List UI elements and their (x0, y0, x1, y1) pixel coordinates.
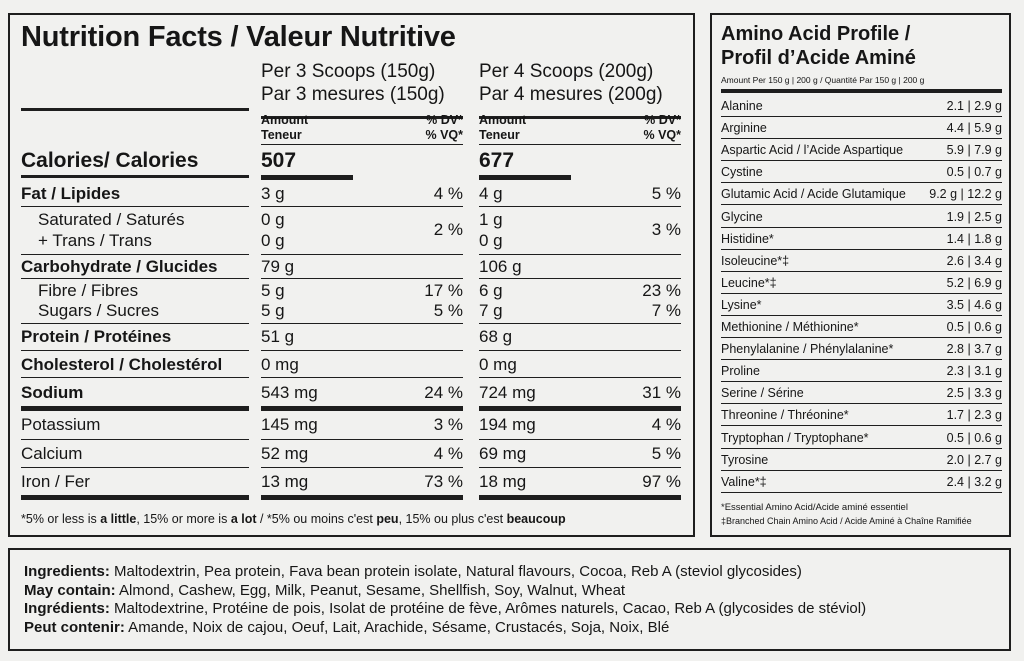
fibre-label: Fibre / Fibres (38, 281, 139, 300)
divider (21, 278, 249, 279)
amino-name: Tyrosine (721, 452, 769, 467)
divider (261, 439, 463, 440)
dv-label-en: % DV* (426, 113, 463, 127)
divider (261, 350, 463, 351)
fat-dv-2: 5 % (651, 184, 681, 203)
trans-label: + Trans / Trans (38, 231, 152, 250)
amino-value: 2.4 | 3.2 g (946, 474, 1002, 489)
divider (479, 206, 681, 207)
amino-name: Valine*‡ (721, 474, 767, 489)
trans-value-1: 0 g (261, 231, 285, 250)
amino-name: Glycine (721, 209, 763, 224)
col2-header-fr: Par 4 mesures (200g) (479, 84, 663, 105)
amount-label-fr: Teneur (479, 128, 520, 142)
divider (261, 206, 463, 207)
amino-name: Methionine / Méthionine* (721, 320, 859, 334)
divider (479, 254, 681, 255)
potassium-value-2: 194 mg (479, 415, 536, 434)
col2-header-en: Per 4 Scoops (200g) (479, 61, 654, 82)
amino-row (721, 449, 1002, 471)
amino-name: Phenylalanine / Phénylalanine* (721, 342, 894, 357)
amino-value: 5.9 | 7.9 g (946, 143, 1002, 158)
amino-value: 3.5 | 4.6 g (946, 297, 1002, 312)
amino-name: Glutamic Acid / Acide Glutamique (721, 187, 906, 202)
sodium-label: Sodium (21, 383, 84, 402)
thick-rule (261, 495, 463, 500)
amino-title-en: Amino Acid Profile / (721, 23, 911, 45)
calcium-value-1: 52 mg (261, 444, 309, 463)
saturated-label: Saturated / Saturés (38, 210, 185, 229)
calcium-label: Calcium (21, 444, 83, 463)
amino-row (721, 183, 1002, 205)
cholesterol-value-1: 0 mg (261, 355, 299, 374)
col1-header-en: Per 3 Scoops (150g) (261, 61, 436, 82)
bcaa-note: ‡Branched Chain Amino Acid / Acide Aminé à Chaîne Ramifiée (721, 516, 972, 526)
calcium-dv-1: 4 % (433, 444, 463, 463)
dv-label-en: % DV* (644, 113, 681, 127)
ingredients-en: Ingredients: Maltodextrin, Pea protein, Fava bean protein isolate, Natural flavours, Cocoa, Reb A (steviol glycosides) (24, 563, 802, 580)
amino-value: 9.2 g | 12.2 g (929, 187, 1002, 202)
divider (261, 467, 463, 468)
divider (479, 439, 681, 440)
divider (479, 377, 681, 378)
amino-name: Isoleucine*‡ (721, 253, 790, 268)
potassium-label: Potassium (21, 415, 101, 434)
nutrition-title: Nutrition Facts / Valeur Nutritive (21, 21, 456, 53)
amino-acid-panel (710, 13, 1011, 537)
cholesterol-value-2: 0 mg (479, 355, 517, 374)
sugars-value-2: 7 g (479, 301, 503, 320)
fat-value-1: 3 g (261, 184, 285, 203)
amino-row (721, 338, 1002, 360)
potassium-value-1: 145 mg (261, 415, 318, 434)
amino-row (721, 294, 1002, 316)
amino-name: Threonine / Thréonine* (721, 408, 849, 423)
fibre-value-2: 6 g (479, 281, 503, 300)
divider (261, 254, 463, 255)
amino-row (721, 360, 1002, 382)
sat-trans-dv-2: 3 % (651, 220, 681, 239)
cholesterol-label: Cholesterol / Cholestérol (21, 355, 223, 374)
col1-header-fr: Par 3 mesures (150g) (261, 84, 445, 105)
protein-value-2: 68 g (479, 327, 513, 346)
fibre-value-1: 5 g (261, 281, 285, 300)
dv-label-fr: % VQ* (643, 128, 681, 142)
divider (21, 377, 249, 378)
divider (261, 377, 463, 378)
divider (21, 323, 249, 324)
divider (479, 144, 681, 145)
potassium-dv-1: 3 % (433, 415, 463, 434)
divider (21, 439, 249, 440)
amino-value: 0.5 | 0.7 g (946, 165, 1002, 180)
sugars-value-1: 5 g (261, 301, 285, 320)
dv-label-fr: % VQ* (425, 128, 463, 142)
saturated-value-2: 1 g (479, 210, 503, 229)
amino-name: Proline (721, 364, 760, 379)
amino-value: 5.2 | 6.9 g (946, 275, 1002, 290)
divider (261, 323, 463, 324)
amino-row (721, 95, 1002, 117)
amount-label-en: Amount (261, 113, 309, 127)
iron-dv-2: 97 % (642, 472, 681, 491)
amino-value: 2.8 | 3.7 g (946, 342, 1002, 357)
amount-label-fr: Teneur (261, 128, 302, 142)
may-contain-en: May contain: Almond, Cashew, Egg, Milk, Peanut, Sesame, Shellfish, Soy, Walnut, Wheat (24, 582, 626, 599)
amino-title-fr: Profil d’Acide Aminé (721, 47, 916, 69)
sugars-label: Sugars / Sucres (38, 301, 159, 320)
dv-footnote: *5% or less is a little, 15% or more is a lot / *5% ou moins c'est peu, 15% ou plus c'est beaucoup (21, 512, 566, 526)
fibre-dv-2: 23 % (642, 281, 681, 300)
amino-value: 2.3 | 3.1 g (946, 364, 1002, 379)
may-contain-fr: Peut contenir: Amande, Noix de cajou, Oeuf, Lait, Arachide, Sésame, Crustacés, Soja, Noix, Blé (24, 619, 670, 636)
amino-value: 0.5 | 0.6 g (946, 320, 1002, 334)
calories-value-2: 677 (479, 149, 515, 172)
calories-value-1: 507 (261, 149, 297, 172)
divider (261, 278, 463, 279)
divider (261, 144, 463, 145)
carbs-value-1: 79 g (261, 257, 295, 276)
carbs-value-2: 106 g (479, 257, 522, 276)
amino-value: 1.4 | 1.8 g (946, 231, 1002, 246)
calories-label: Calories/ Calories (21, 149, 199, 172)
sodium-dv-2: 31 % (642, 383, 681, 402)
thick-rule (261, 175, 353, 180)
amino-row (721, 427, 1002, 449)
amino-name: Serine / Sérine (721, 386, 804, 401)
protein-label: Protein / Protéines (21, 327, 172, 346)
thick-rule (21, 108, 249, 111)
amino-name: Arginine (721, 121, 767, 136)
protein-value-1: 51 g (261, 327, 295, 346)
amino-value: 2.5 | 3.3 g (946, 386, 1002, 401)
amino-name: Histidine* (721, 231, 774, 246)
essential-note: *Essential Amino Acid/Acide aminé essentiel (721, 502, 908, 513)
carbs-label: Carbohydrate / Glucides (21, 257, 218, 276)
calcium-dv-2: 5 % (651, 444, 681, 463)
amino-row (721, 272, 1002, 294)
divider (21, 254, 249, 255)
amino-row (721, 117, 1002, 139)
iron-label: Iron / Fer (21, 472, 90, 491)
thick-rule (21, 406, 249, 411)
amino-value: 1.9 | 2.5 g (946, 209, 1002, 224)
divider (21, 350, 249, 351)
amount-label-en: Amount (479, 113, 527, 127)
amino-value: 2.1 | 2.9 g (946, 99, 1002, 113)
divider (479, 278, 681, 279)
saturated-value-1: 0 g (261, 210, 285, 229)
amino-name: Cystine (721, 165, 763, 180)
amino-row (721, 228, 1002, 250)
sugars-dv-2: 7 % (651, 301, 681, 320)
fat-dv-1: 4 % (433, 184, 463, 203)
thick-rule (261, 406, 463, 411)
thick-rule (21, 495, 249, 500)
amino-row (721, 250, 1002, 272)
thick-rule (21, 175, 249, 178)
divider (479, 467, 681, 468)
thick-rule (721, 89, 1002, 93)
calcium-value-2: 69 mg (479, 444, 527, 463)
sugars-dv-1: 5 % (433, 301, 463, 320)
amino-value: 2.6 | 3.4 g (946, 253, 1002, 268)
amino-row (721, 471, 1002, 493)
trans-value-2: 0 g (479, 231, 503, 250)
fat-value-2: 4 g (479, 184, 503, 203)
potassium-dv-2: 4 % (651, 415, 681, 434)
amino-name: Tryptophan / Tryptophane* (721, 430, 869, 445)
amino-value: 1.7 | 2.3 g (946, 408, 1002, 423)
amino-row (721, 206, 1002, 228)
ingredients-fr: Ingrédients: Maltodextrine, Protéine de pois, Isolat de protéine de fève, Arômes naturels, Cacao, Reb A (glycosides de stéviol) (24, 600, 867, 617)
amino-name: Alanine (721, 99, 763, 113)
sat-trans-dv-1: 2 % (433, 220, 463, 239)
divider (21, 206, 249, 207)
thick-rule (479, 406, 681, 411)
amino-subtitle: Amount Per 150 g | 200 g / Quantité Par 150 g | 200 g (721, 75, 925, 85)
iron-dv-1: 73 % (424, 472, 463, 491)
amino-value: 2.0 | 2.7 g (946, 452, 1002, 467)
amino-value: 4.4 | 5.9 g (946, 121, 1002, 136)
fat-label: Fat / Lipides (21, 184, 121, 203)
sodium-value-1: 543 mg (261, 383, 318, 402)
sodium-value-2: 724 mg (479, 383, 536, 402)
thick-rule (479, 175, 571, 180)
fibre-dv-1: 17 % (424, 281, 463, 300)
amino-row (721, 404, 1002, 426)
amino-name: Leucine*‡ (721, 275, 777, 290)
thick-rule (479, 495, 681, 500)
nutrition-facts-panel (8, 13, 695, 537)
amino-row (721, 139, 1002, 161)
amino-name: Lysine* (721, 297, 762, 312)
ingredients-panel (8, 548, 1011, 651)
amino-row (721, 382, 1002, 404)
amino-value: 0.5 | 0.6 g (946, 430, 1002, 445)
amino-name: Aspartic Acid / l’Acide Aspartique (721, 143, 904, 158)
amino-row (721, 316, 1002, 338)
iron-value-1: 13 mg (261, 472, 309, 491)
divider (21, 467, 249, 468)
amino-row (721, 161, 1002, 183)
sodium-dv-1: 24 % (424, 383, 463, 402)
divider (479, 350, 681, 351)
divider (479, 323, 681, 324)
iron-value-2: 18 mg (479, 472, 527, 491)
